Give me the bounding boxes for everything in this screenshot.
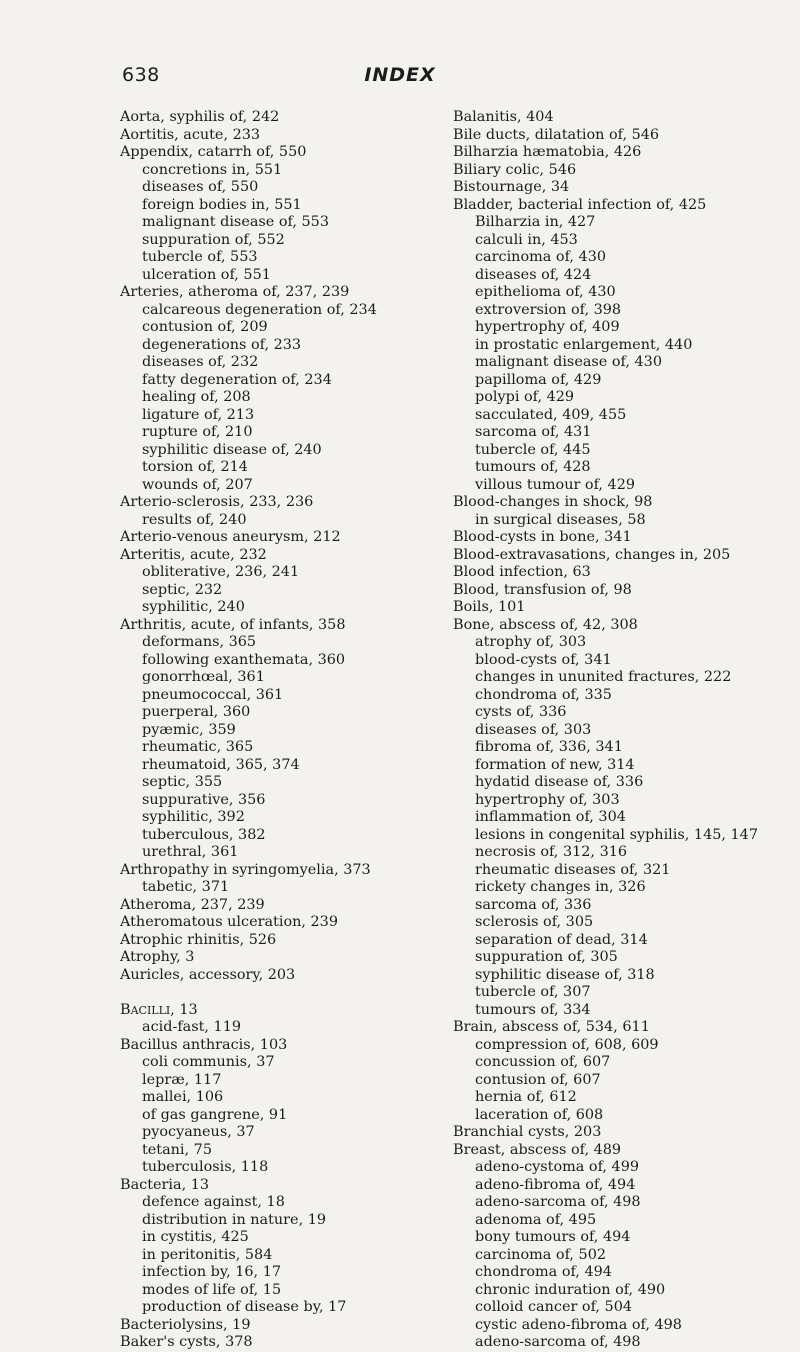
index-subentry: concretions in, 551	[142, 161, 283, 178]
index-subentry: healing of, 208	[142, 389, 251, 405]
index-subentry: syphilitic disease of, 318	[475, 966, 655, 983]
index-subentry: concussion of, 607	[475, 1054, 611, 1070]
index-entry: Boils, 101	[453, 599, 526, 615]
index-subentry: modes of life of, 15	[142, 1281, 282, 1298]
index-subentry: sarcoma of, 431	[475, 424, 592, 440]
index-subentry: syphilitic, 392	[142, 809, 245, 825]
index-subentry: diseases of, 303	[475, 721, 592, 738]
index-entry: Atrophic rhinitis, 526	[120, 931, 277, 948]
index-subentry: tetani, 75	[142, 1141, 212, 1158]
index-entry: Atheromatous ulceration, 239	[120, 914, 338, 930]
index-subentry: obliterative, 236, 241	[142, 564, 300, 580]
index-subentry: necrosis of, 312, 316	[475, 844, 628, 860]
index-subentry: rheumatic, 365	[142, 739, 254, 755]
index-subentry: tabetic, 371	[142, 879, 230, 895]
index-entry: Arteries, atheroma of, 237, 239	[120, 284, 350, 300]
index-subentry: chronic induration of, 490	[475, 1281, 666, 1298]
index-entry: Aortitis, acute, 233	[120, 126, 261, 143]
index-subentry: malignant disease of, 553	[142, 214, 329, 230]
index-subentry: tuberculosis, 118	[142, 1159, 269, 1175]
index-subentry: defence against, 18	[142, 1194, 285, 1210]
index-entry: Blood-cysts in bone, 341	[453, 529, 632, 545]
index-subentry: carcinoma of, 430	[475, 249, 607, 265]
index-subentry: tubercle of, 553	[142, 249, 258, 265]
index-entry: Blood-extravasations, changes in, 205	[453, 546, 731, 563]
index-entry: Bilharzia hæmatobia, 426	[453, 144, 642, 160]
index-subentry: rickety changes in, 326	[475, 879, 646, 895]
index-subentry: extroversion of, 398	[475, 301, 622, 318]
index-subentry: in cystitis, 425	[142, 1229, 249, 1245]
index-subentry: in surgical diseases, 58	[475, 511, 646, 528]
index-subentry: sarcoma of, 336	[475, 896, 592, 913]
index-subentry: degenerations of, 233	[142, 336, 302, 353]
index-subentry: following exanthemata, 360	[142, 651, 346, 668]
index-subentry: septic, 355	[142, 774, 223, 790]
index-subentry: chondroma of, 335	[475, 686, 612, 703]
index-subentry: changes in ununited fractures, 222	[475, 669, 732, 685]
index-subentry: diseases of, 550	[142, 179, 259, 195]
index-subentry: syphilitic disease of, 240	[142, 441, 322, 458]
index-entry: Arteritis, acute, 232	[120, 546, 267, 563]
index-subentry: cysts of, 336	[475, 704, 567, 720]
index-subentry: torsion of, 214	[142, 459, 248, 475]
index-entry: Baker's cysts, 378	[120, 1334, 253, 1350]
index-subentry: pyocyaneus, 37	[142, 1124, 255, 1140]
index-entry: Bistournage, 34	[453, 179, 570, 195]
index-entry: Breast, abscess of, 489	[453, 1141, 622, 1158]
index-entry: Blood infection, 63	[453, 564, 591, 580]
index-entry: Arthritis, acute, of infants, 358	[120, 616, 346, 633]
index-subentry: lepræ, 117	[142, 1071, 222, 1088]
index-entry: Blood-changes in shock, 98	[453, 494, 653, 510]
index-subentry: pyæmic, 359	[142, 721, 236, 738]
index-subentry: laceration of, 608	[475, 1106, 604, 1123]
index-subentry: carcinoma of, 502	[475, 1246, 607, 1263]
index-entry: Branchial cysts, 203	[453, 1124, 602, 1140]
index-subentry: production of disease by, 17	[142, 1299, 347, 1315]
index-column-left	[120, 109, 390, 1352]
index-subentry: infection by, 16, 17	[142, 1264, 282, 1280]
index-subentry: suppuration of, 552	[142, 231, 285, 248]
index-subentry: in prostatic enlargement, 440	[475, 336, 693, 353]
index-subentry: contusion of, 607	[475, 1071, 601, 1088]
index-subentry: tubercle of, 445	[475, 441, 591, 458]
index-subentry: villous tumour of, 429	[475, 476, 636, 493]
index-subentry: hernia of, 612	[475, 1089, 577, 1105]
index-subentry: of gas gangrene, 91	[142, 1106, 288, 1123]
index-subentry: tumours of, 428	[475, 459, 591, 475]
index-subentry: epithelioma of, 430	[475, 284, 616, 300]
index-subentry: suppurative, 356	[142, 791, 266, 808]
index-subentry: rupture of, 210	[142, 424, 253, 440]
index-subentry: wounds of, 207	[142, 476, 253, 493]
index-subentry: bony tumours of, 494	[475, 1229, 631, 1245]
index-subentry: separation of dead, 314	[475, 931, 648, 948]
index-subentry: gonorrhœal, 361	[142, 669, 265, 685]
index-subentry: adeno-sarcoma of, 498	[475, 1334, 641, 1350]
index-subentry: colloid cancer of, 504	[475, 1299, 633, 1315]
page-number: 638	[122, 64, 160, 86]
index-subentry: syphilitic, 240	[142, 599, 245, 615]
index-entry: Arterio-sclerosis, 233, 236	[120, 494, 314, 510]
index-subentry: diseases of, 232	[142, 354, 259, 370]
index-subentry: in peritonitis, 584	[142, 1246, 273, 1263]
index-subentry: hypertrophy of, 303	[475, 791, 620, 808]
index-subentry: rheumatic diseases of, 321	[475, 861, 671, 878]
index-subentry: sclerosis of, 305	[475, 914, 594, 930]
index-entry: Bacteriolysins, 19	[120, 1316, 251, 1333]
index-entry: Arthropathy in syringomyelia, 373	[120, 861, 371, 878]
index-subentry: Bilharzia in, 427	[475, 214, 596, 230]
index-subentry: ulceration of, 551	[142, 266, 271, 283]
index-subentry: foreign bodies in, 551	[142, 196, 302, 213]
index-subentry: cystic adeno-fibroma of, 498	[475, 1316, 682, 1333]
index-subentry: adeno-sarcoma of, 498	[475, 1194, 641, 1210]
index-subentry: fatty degeneration of, 234	[142, 371, 332, 388]
index-entry: Bladder, bacterial infection of, 425	[453, 196, 707, 213]
index-entry: Bone, abscess of, 42, 308	[453, 616, 638, 633]
index-subentry: diseases of, 424	[475, 266, 592, 283]
index-entry: Atheroma, 237, 239	[120, 896, 265, 913]
index-entry: Arterio-venous aneurysm, 212	[120, 529, 341, 545]
index-subentry: lesions in congenital syphilis, 145, 147	[475, 826, 758, 843]
index-entry: Appendix, catarrh of, 550	[120, 144, 307, 160]
index-subentry: septic, 232	[142, 581, 223, 598]
index-subentry: rheumatoid, 365, 374	[142, 756, 300, 773]
index-entry: Brain, abscess of, 534, 611	[453, 1019, 650, 1035]
index-subentry: calculi in, 453	[475, 231, 578, 248]
index-subentry: hydatid disease of, 336	[475, 774, 644, 790]
index-entry: BACILLI, 13	[120, 1001, 198, 1018]
index-entry: Biliary colic, 546	[453, 161, 577, 178]
index-subentry: ligature of, 213	[142, 406, 255, 423]
index-subentry: acid-fast, 119	[142, 1019, 242, 1035]
index-entry: Balanitis, 404	[453, 109, 554, 125]
index-subentry: compression of, 608, 609	[475, 1036, 659, 1053]
index-column-right	[453, 109, 763, 1352]
index-subentry: results of, 240	[142, 511, 247, 528]
index-subentry: urethral, 361	[142, 844, 239, 860]
index-entry: Bacteria, 13	[120, 1176, 210, 1193]
index-subentry: adenoma of, 495	[475, 1211, 597, 1228]
index-entry: Bile ducts, dilatation of, 546	[453, 126, 660, 143]
index-subentry: puerperal, 360	[142, 704, 251, 720]
index-subentry: blood-cysts of, 341	[475, 651, 612, 668]
index-subentry: coli communis, 37	[142, 1054, 275, 1070]
index-subentry: pneumococcal, 361	[142, 686, 284, 703]
index-subentry: tubercle of, 307	[475, 984, 591, 1000]
index-subentry: calcareous degeneration of, 234	[142, 301, 377, 318]
index-subentry: mallei, 106	[142, 1089, 224, 1105]
index-subentry: tumours of, 334	[475, 1001, 591, 1018]
index-subentry: sacculated, 409, 455	[475, 406, 627, 423]
index-subentry: adeno-cystoma of, 499	[475, 1159, 640, 1175]
index-subentry: fibroma of, 336, 341	[475, 739, 623, 755]
index-subentry: suppuration of, 305	[475, 949, 618, 965]
index-subentry: tuberculous, 382	[142, 826, 266, 843]
running-head: INDEX	[364, 64, 436, 86]
index-subentry: papilloma of, 429	[475, 371, 602, 388]
index-subentry: distribution in nature, 19	[142, 1211, 327, 1228]
index-subentry: deformans, 365	[142, 634, 257, 650]
index-entry: Atrophy, 3	[120, 949, 195, 965]
index-subentry: hypertrophy of, 409	[475, 319, 620, 335]
index-entry: Bacillus anthracis, 103	[120, 1036, 288, 1053]
index-subentry: malignant disease of, 430	[475, 354, 662, 370]
index-subentry: adeno-fibroma of, 494	[475, 1176, 636, 1193]
index-subentry: inflammation of, 304	[475, 809, 626, 825]
index-entry: Auricles, accessory, 203	[120, 966, 296, 983]
index-entry: Aorta, syphilis of, 242	[120, 109, 280, 125]
index-subentry: chondroma of, 494	[475, 1264, 612, 1280]
index-entry: Blood, transfusion of, 98	[453, 581, 632, 598]
index-subentry: formation of new, 314	[475, 756, 635, 773]
index-subentry: atrophy of, 303	[475, 634, 587, 650]
index-subentry: polypi of, 429	[475, 389, 575, 405]
index-subentry: contusion of, 209	[142, 319, 268, 335]
